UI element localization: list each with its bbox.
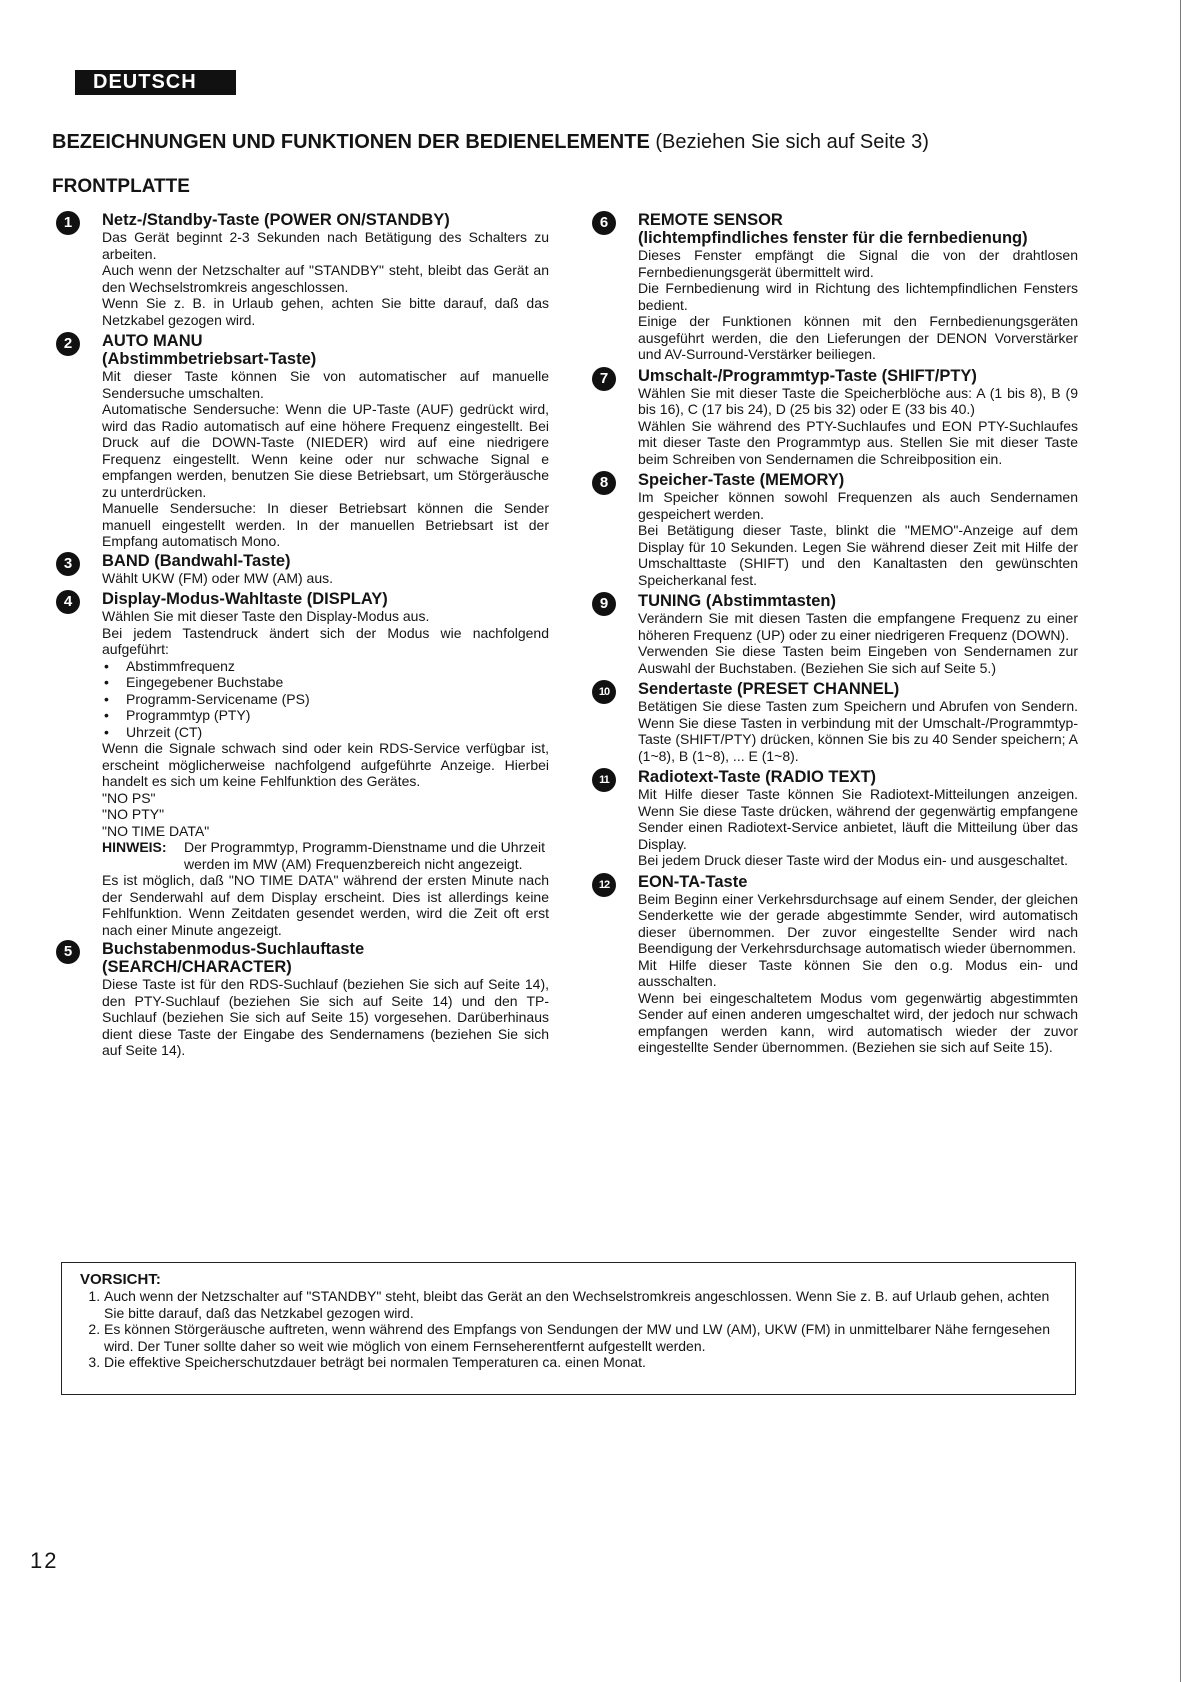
list-item: • Programmtyp (PTY) <box>104 707 549 724</box>
control-item-11 <box>588 768 1078 869</box>
item-text-3: Es ist möglich, daß "NO TIME DATA" während der ersten Minute nach der Senderwahl auf dem Display erscheint. Dies ist allerdings keine Fehlfunktion. Wenn Zeitdaten gesendet werden, wird die Zeit oft erst nach einer Minute angezeigt. <box>102 872 549 938</box>
left-column <box>52 211 549 1061</box>
control-item-10 <box>588 680 1078 764</box>
list-item: • Uhrzeit (CT) <box>104 724 549 741</box>
control-item-7 <box>588 367 1078 468</box>
right-column <box>588 211 1078 1058</box>
number-badge-icon: 11 <box>592 768 616 792</box>
item-text: Beim Beginn einer Verkehrsdurchsage auf einem Sender, der gleichen Senderkette wie der gerade abgestimmte Sender, wird automatisch dieser übernommen. Der zuvor eingestellte Sender wird nach Beendigung der Verkehrsdurchsage automatisch wieder übernommen. Mit Hilfe dieser Taste können Sie den o.g. Modus ein- und ausschalten. Wenn bei eingeschaltetem Modus vom gegenwärtig abgestimmten Sender auf einen anderen umgeschaltet wird, der jedoch nur schwach empfangen werden kann, wird automatisch wieder der zuvor eingestellte Sender übernommen. (Beziehen sie sich auf Seite 15). <box>638 890 1078 1055</box>
note-text: Der Programmtyp, Programm-Dienstname und die Uhrzeit werden im MW (AM) Frequenzbereich nicht angezeigt. <box>184 839 546 872</box>
number-badge-icon: 2 <box>56 332 80 356</box>
item-title: Speicher-Taste (MEMORY) <box>638 471 845 489</box>
language-tag: DEUTSCH <box>75 70 236 95</box>
item-title: Buchstabenmodus-Suchlauftaste <box>102 940 365 958</box>
item-title-2: (Abstimmbetriebsart-Taste) <box>102 350 317 368</box>
item-title: Radiotext-Taste (RADIO TEXT) <box>638 768 877 786</box>
note-label: HINWEIS: <box>102 839 167 855</box>
heading-main: BEZEICHNUNGEN UND FUNKTIONEN DER BEDIENELEMENTE <box>52 131 650 153</box>
list-item: • Abstimmfrequenz <box>104 658 549 675</box>
list-item: • Programm-Servicename (PS) <box>104 691 549 708</box>
control-item-1 <box>52 211 549 328</box>
caution-item: 1. Auch wenn der Netzschalter auf "STANDBY" steht, bleibt das Gerät an den Wechselstromkreis angeschlossen. Wenn Sie z. B. auf Urlaub gehen, achten Sie bitte darauf, daß das Netzkabel gezogen wird. <box>104 1288 1057 1321</box>
caution-title: VORSICHT: <box>80 1271 161 1288</box>
number-badge-icon: 10 <box>592 680 616 704</box>
item-text: Betätigen Sie diese Tasten zum Speichern und Abrufen von Sendern. Wenn Sie diese Tasten in verbindung mit der Umschalt-/Programmtyp-Taste (SHIFT/PTY) drücken, können Sie bis zu 40 Sender speichern; A (1~8), B (1~8), ... E (1~8). <box>638 698 1078 764</box>
item-text: Mit dieser Taste können Sie von automatischer auf manuelle Sendersuche umschalten. Automatische Sendersuche: Wenn die UP-Taste (AUF) gedrückt wird, wird das Radio automatisch auf eine höhere Frequenz eingestellt. Bei Druck auf die DOWN-Taste (NIEDER) wird auf eine niedrigere Frequenz eingestellt. Wenn keine oder nur schwache Signal e empfangen werden, benutzen Sie diese Betriebsart, um Störgeräusche zu unterdrücken. Manuelle Sendersuche: In dieser Betriebsart können die Sender manuell eingestellt werden. In der manuellen Betriebsart ist der Empfang automatisch Mono. <box>102 368 549 549</box>
item-text: Diese Taste ist für den RDS-Suchlauf (beziehen Sie sich auf Seite 14), den PTY-Suchlauf (beziehen Sie sich auf Seite 14) und den TP-Suchlauf (beziehen Sie sich auf Seite 15) vorgesehen. Darüberhinaus dient diese Taste der Eingabe des Sendernamens (beziehen Sie sich auf Seite 14). <box>102 976 549 1058</box>
item-text: Wählt UKW (FM) oder MW (AM) aus. <box>102 569 334 586</box>
item-text: Dieses Fenster empfängt die Signal die von der drahtlosen Fernbedienungsgerät übermittelt wird. Die Fernbedienung wird in Richtung des lichtempfindlichen Fensters bedient. Einige der Funktionen können mit den Fernbedienungsgeräten ausgeführt werden, die den Lieferungen der DENON Vorverstärker und AV-Surround-Verstärker beiliegen. <box>638 247 1078 362</box>
number-badge-icon: 5 <box>56 940 80 964</box>
number-badge-icon: 8 <box>592 471 616 495</box>
number-badge-icon: 6 <box>592 211 616 235</box>
item-text: Verändern Sie mit diesen Tasten die empfangene Frequenz zu einer höheren Frequenz (UP) oder zu einer niedrigeren Frequenz (DOWN). Verwenden Sie diese Tasten beim Eingeben von Sendernamen zur Auswahl der Buchstaben. (Beziehen Sie sich auf Seite 5.) <box>638 610 1078 676</box>
caution-box <box>61 1262 1076 1395</box>
item-title: AUTO MANU <box>102 332 203 350</box>
caution-list <box>80 1288 1057 1371</box>
item-title: EON-TA-Taste <box>638 872 748 891</box>
item-title: TUNING (Abstimmtasten) <box>638 592 837 610</box>
item-title: REMOTE SENSOR <box>638 211 783 229</box>
item-title: Display-Modus-Wahltaste (DISPLAY) <box>102 590 388 608</box>
caution-item: 3. Die effektive Speicherschutzdauer beträgt bei normalen Temperaturen ca. einen Monat. <box>104 1354 1057 1371</box>
number-badge-icon: 1 <box>56 211 80 235</box>
number-badge-icon: 12 <box>592 873 616 897</box>
caution-item: 2. Es können Störgeräusche auftreten, wenn während des Empfangs von Sendungen der MW und LW (AM), UKW (FM) in unmittelbarer Nähe ferngesehen wird. Der Tuner sollte daher so weit wie möglich von einem Fernseherentfernt aufgestellt werden. <box>104 1321 1057 1354</box>
page-subheading: FRONTPLATTE <box>52 176 190 197</box>
item-title: Netz-/Standby-Taste (POWER ON/STANDBY) <box>102 211 450 229</box>
item-title-2: (lichtempfindliches fenster für die fernbedienung) <box>638 229 1028 247</box>
item-text: Wählen Sie mit dieser Taste den Display-Modus aus. Bei jedem Tastendruck ändert sich der Modus wie nachfolgend aufgeführt: <box>102 608 549 657</box>
number-badge-icon: 9 <box>592 592 616 616</box>
number-badge-icon: 4 <box>56 590 80 614</box>
list-item: • Eingegebener Buchstabe <box>104 674 549 691</box>
note-block <box>102 839 549 872</box>
item-title: Umschalt-/Programmtyp-Taste (SHIFT/PTY) <box>638 366 977 385</box>
item-text: Mit Hilfe dieser Taste können Sie Radiotext-Mitteilungen anzeigen. Wenn Sie diese Taste drücken, während der gegenwärtig empfangene Sender einen Radiotext-Service anbietet, läuft die Mitteilung über das Display. Bei jedem Druck dieser Taste wird der Modus ein- und ausgeschaltet. <box>638 786 1078 868</box>
page-number: 12 <box>30 1548 59 1573</box>
control-item-2 <box>52 332 549 550</box>
page-edge-line <box>1180 0 1181 1682</box>
number-badge-icon: 7 <box>592 367 616 391</box>
control-item-8 <box>588 471 1078 588</box>
section-heading <box>52 131 929 154</box>
heading-sub: (Beziehen Sie sich auf Seite 3) <box>655 131 929 153</box>
item-title-2: (SEARCH/CHARACTER) <box>102 958 292 976</box>
control-item-12 <box>588 873 1078 1056</box>
control-item-4 <box>52 590 549 938</box>
item-text: Im Speicher können sowohl Frequenzen als auch Sendernamen gespeichert werden. Bei Betätigung dieser Taste, blinkt die "MEMO"-Anzeige auf dem Display für 10 Sekunden. Legen Sie während dieser Zeit mit Hilfe der Umschalttaste (SHIFT) und den Kanaltasten den gewünschten Speicherkanal fest. <box>638 489 1078 588</box>
control-item-5 <box>52 940 549 1059</box>
item-text: Wählen Sie mit dieser Taste die Speicherblöche aus: A (1 bis 8), B (9 bis 16), C (17 bis 24), D (25 bis 32) oder E (33 bis 40.) Wählen Sie während des PTY-Suchlaufes und EON PTY-Suchlaufes mit dieser Taste den Programmtyp aus. Stellen Sie mit dieser Taste beim Schreiben von Sendernamen die Schreibposition ein. <box>638 384 1078 467</box>
display-mode-list <box>102 658 549 741</box>
item-title: Sendertaste (PRESET CHANNEL) <box>638 680 900 698</box>
item-text: Das Gerät beginnt 2-3 Sekunden nach Betätigung des Schalters zu arbeiten. Auch wenn der Netzschalter auf "STANDBY" steht, bleibt das Gerät an den Wechselstromkreis angeschlossen. Wenn Sie z. B. in Urlaub gehen, achten Sie bitte darauf, daß das Netzkabel gezogen wird. <box>102 229 549 328</box>
control-item-3 <box>52 552 549 587</box>
control-item-6 <box>588 211 1078 363</box>
control-item-9 <box>588 592 1078 676</box>
item-text-2: Wenn die Signale schwach sind oder kein RDS-Service verfügbar ist, erscheint möglicherweise nachfolgend aufgeführte Anzeige. Hierbei handelt es sich um keine Fehlfunktion des Gerätes. "NO PS" "NO PTY" "NO TIME DATA" <box>102 740 549 839</box>
number-badge-icon: 3 <box>56 552 80 576</box>
item-title: BAND (Bandwahl-Taste) <box>102 551 291 570</box>
